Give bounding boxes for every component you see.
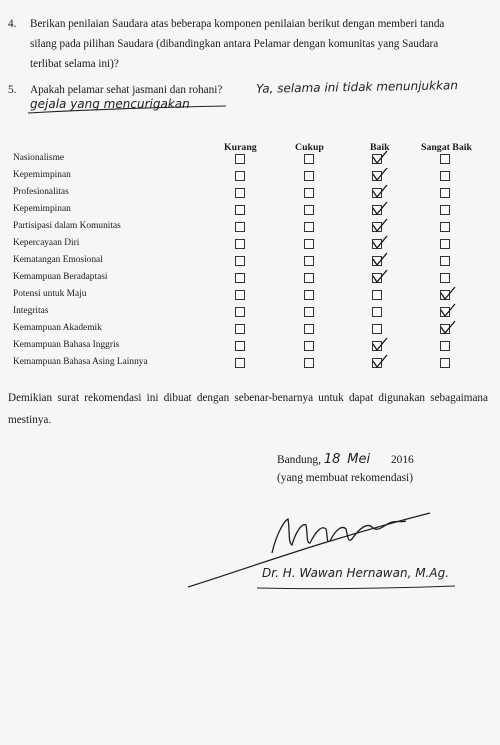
checkbox-sangat-baik[interactable] xyxy=(440,307,450,317)
column-header-sangat-baik: Sangat Baik xyxy=(421,142,472,153)
checkbox-sangat-baik[interactable] xyxy=(440,290,450,300)
checkbox-baik[interactable] xyxy=(372,341,382,351)
date-year: 2016 xyxy=(390,454,414,466)
checkbox-sangat-baik[interactable] xyxy=(440,341,450,351)
check-mark-icon xyxy=(371,148,389,166)
row-label: Profesionalitas xyxy=(13,187,69,197)
maker-caption: (yang membuat rekomendasi) xyxy=(277,472,414,484)
row-label: Kepemimpinan xyxy=(13,204,71,214)
checkbox-kurang[interactable] xyxy=(235,188,245,198)
checkbox-baik[interactable] xyxy=(372,273,382,283)
row-label: Kematangan Emosional xyxy=(13,255,103,265)
checkbox-baik[interactable] xyxy=(372,188,382,198)
question-5-text: Apakah pelamar sehat jasmani dan rohani? xyxy=(30,84,223,96)
column-header-cukup: Cukup xyxy=(295,142,324,153)
check-mark-icon xyxy=(371,352,389,370)
checkbox-baik[interactable] xyxy=(372,205,382,215)
check-mark-icon xyxy=(371,335,389,353)
question-4-number: 4. xyxy=(8,18,17,30)
checkbox-cukup[interactable] xyxy=(304,154,314,164)
date-prefix: Bandung, xyxy=(277,454,321,466)
check-mark-icon xyxy=(371,182,389,200)
checkbox-sangat-baik[interactable] xyxy=(440,358,450,368)
check-mark-icon xyxy=(371,250,389,268)
checkbox-cukup[interactable] xyxy=(304,273,314,283)
checkbox-kurang[interactable] xyxy=(235,290,245,300)
checkbox-cukup[interactable] xyxy=(304,290,314,300)
checkbox-baik[interactable] xyxy=(372,171,382,181)
check-mark-icon xyxy=(371,233,389,251)
question-5-number: 5. xyxy=(8,84,17,96)
checkbox-sangat-baik[interactable] xyxy=(440,222,450,232)
signature-date xyxy=(277,452,414,467)
question-5-answer-line-2: gejala yang mencurigakan xyxy=(30,97,190,111)
answer-underline xyxy=(0,0,500,130)
checkbox-kurang[interactable] xyxy=(235,239,245,249)
checkbox-sangat-baik[interactable] xyxy=(440,171,450,181)
row-label: Kepercayaan Diri xyxy=(13,238,80,248)
question-4-line-2: silang pada pilihan Saudara (dibandingkan antara Pelamar dengan komunitas yang Saudara xyxy=(30,38,439,50)
checkbox-cukup[interactable] xyxy=(304,222,314,232)
checkbox-kurang[interactable] xyxy=(235,324,245,334)
closing-paragraph: Demikian surat rekomendasi ini dibuat dengan sebenar-benarnya untuk dapat digunakan sebagaimana mestinya. xyxy=(8,392,488,426)
question-5-answer-line-1: Ya, selama ini tidak menunjukkan xyxy=(255,78,459,96)
checkbox-cukup[interactable] xyxy=(304,324,314,334)
check-mark-icon xyxy=(371,165,389,183)
checkbox-kurang[interactable] xyxy=(235,256,245,266)
checkbox-kurang[interactable] xyxy=(235,341,245,351)
checkbox-kurang[interactable] xyxy=(235,222,245,232)
checkbox-sangat-baik[interactable] xyxy=(440,188,450,198)
row-label: Nasionalisme xyxy=(13,153,65,163)
date-month: Mei xyxy=(347,452,371,467)
row-label: Kemampuan Bahasa Asing Lainnya xyxy=(13,357,148,367)
check-mark-icon xyxy=(371,199,389,217)
row-label: Kemampuan Bahasa Inggris xyxy=(13,340,120,350)
row-label: Partisipasi dalam Komunitas xyxy=(13,221,121,231)
checkbox-kurang[interactable] xyxy=(235,171,245,181)
question-4-line-1: Berikan penilaian Saudara atas beberapa komponen penilaian berikut dengan memberi tanda xyxy=(30,18,445,30)
checkbox-cukup[interactable] xyxy=(304,256,314,266)
signer-name-underline xyxy=(255,582,460,592)
row-label: Integritas xyxy=(13,306,49,316)
checkbox-kurang[interactable] xyxy=(235,358,245,368)
date-day: 18 xyxy=(323,452,341,467)
checkbox-baik[interactable] xyxy=(372,154,382,164)
checkbox-sangat-baik[interactable] xyxy=(440,239,450,249)
check-mark-icon xyxy=(439,318,457,336)
checkbox-sangat-baik[interactable] xyxy=(440,273,450,283)
checkbox-baik[interactable] xyxy=(372,307,382,317)
checkbox-sangat-baik[interactable] xyxy=(440,324,450,334)
checkbox-baik[interactable] xyxy=(372,256,382,266)
signer-name: Dr. H. Wawan Hernawan, M.Ag. xyxy=(262,566,450,580)
checkbox-cukup[interactable] xyxy=(304,239,314,249)
check-mark-icon xyxy=(371,216,389,234)
checkbox-cukup[interactable] xyxy=(304,358,314,368)
row-label: Kepemimpinan xyxy=(13,170,71,180)
checkbox-sangat-baik[interactable] xyxy=(440,256,450,266)
checkbox-cukup[interactable] xyxy=(304,171,314,181)
checkbox-cukup[interactable] xyxy=(304,307,314,317)
row-label: Potensi untuk Maju xyxy=(13,289,87,299)
checkbox-kurang[interactable] xyxy=(235,205,245,215)
checkbox-baik[interactable] xyxy=(372,222,382,232)
checkbox-baik[interactable] xyxy=(372,290,382,300)
checkbox-baik[interactable] xyxy=(372,239,382,249)
row-label: Kemampuan Beradaptasi xyxy=(13,272,108,282)
checkbox-sangat-baik[interactable] xyxy=(440,205,450,215)
check-mark-icon xyxy=(439,301,457,319)
checkbox-baik[interactable] xyxy=(372,324,382,334)
column-header-baik: Baik xyxy=(370,142,390,153)
check-mark-icon xyxy=(371,267,389,285)
checkbox-cukup[interactable] xyxy=(304,341,314,351)
check-mark-icon xyxy=(439,284,457,302)
checkbox-baik[interactable] xyxy=(372,358,382,368)
checkbox-sangat-baik[interactable] xyxy=(440,154,450,164)
checkbox-cukup[interactable] xyxy=(304,188,314,198)
checkbox-kurang[interactable] xyxy=(235,154,245,164)
checkbox-kurang[interactable] xyxy=(235,273,245,283)
checkbox-kurang[interactable] xyxy=(235,307,245,317)
column-header-kurang: Kurang xyxy=(224,142,257,153)
checkbox-cukup[interactable] xyxy=(304,205,314,215)
question-4-line-3: terlibat selama ini)? xyxy=(30,58,119,70)
row-label: Kemampuan Akademik xyxy=(13,323,102,333)
